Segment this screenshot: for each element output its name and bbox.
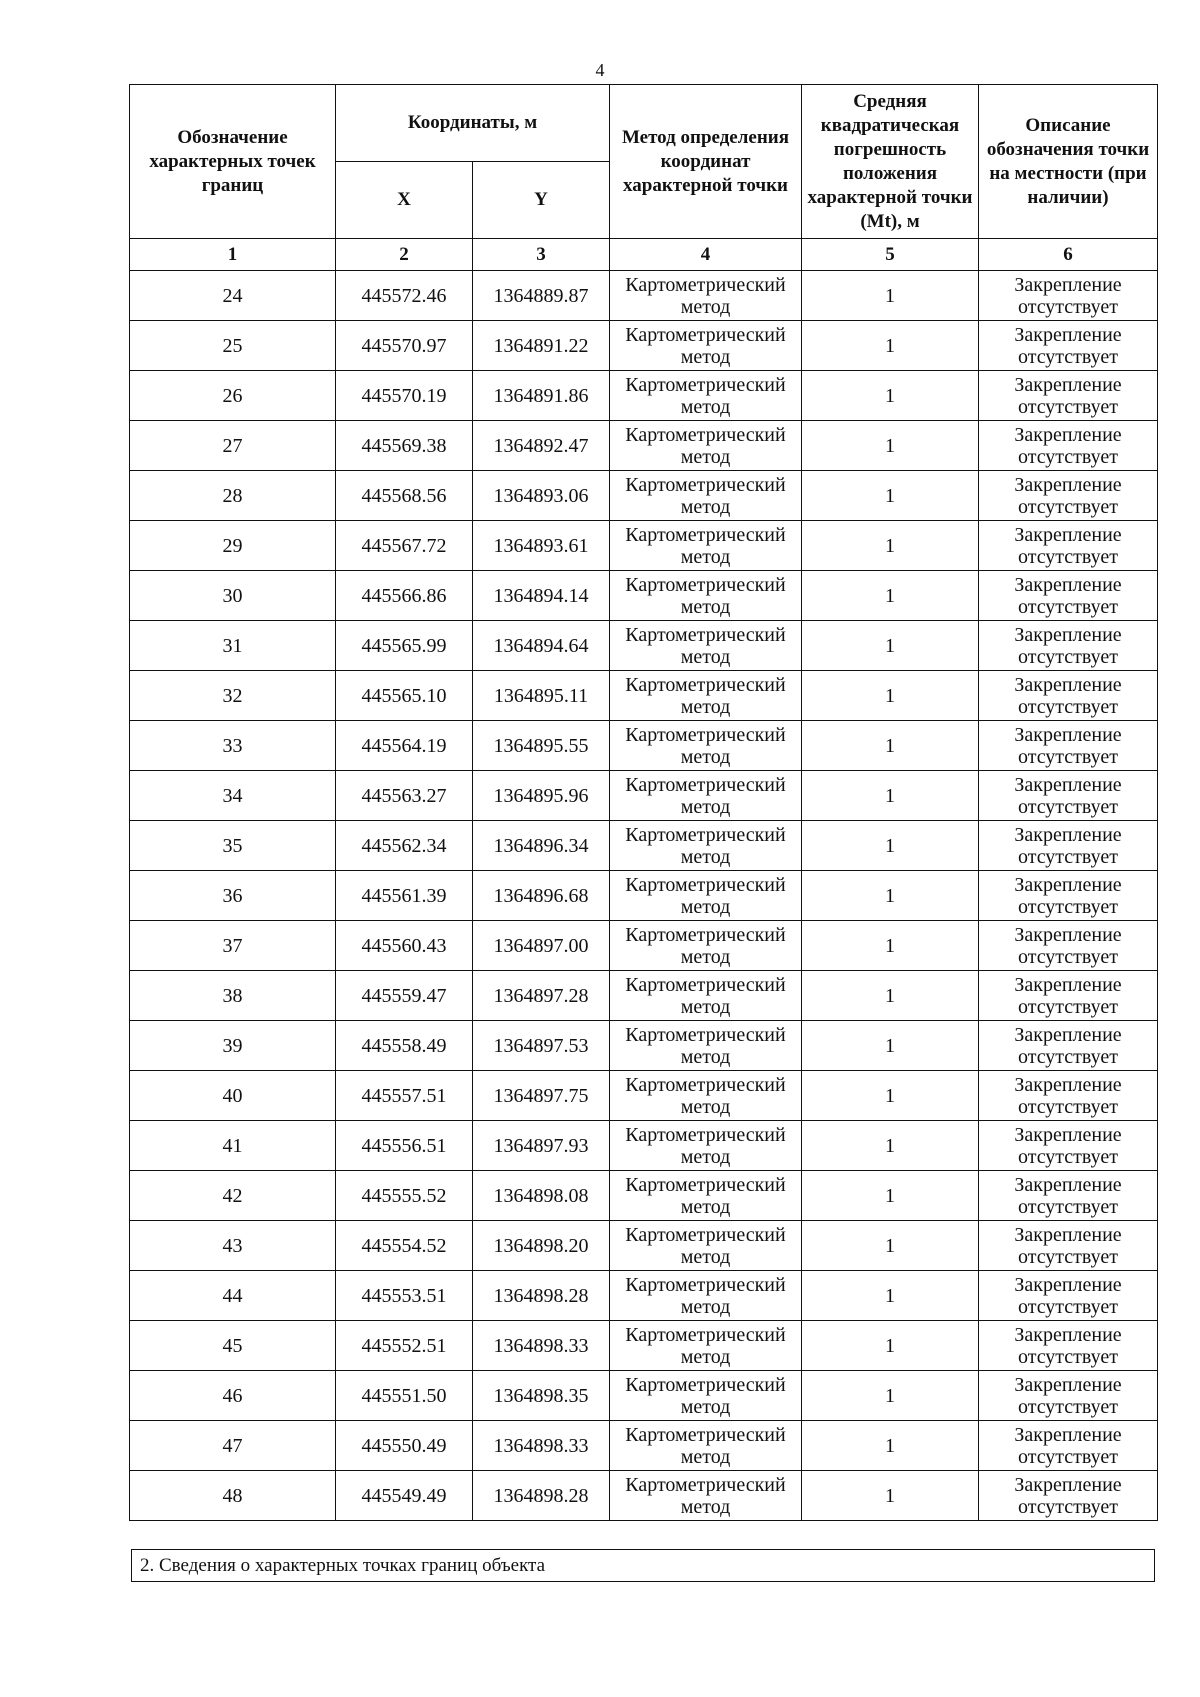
cell-x: 445572.46 — [336, 271, 473, 321]
cell-method: Картометрический метод — [610, 321, 802, 371]
cell-description: Закрепление отсутствует — [979, 971, 1158, 1021]
cell-x: 445567.72 — [336, 521, 473, 571]
cell-method: Картометрический метод — [610, 971, 802, 1021]
boundary-points-table — [129, 84, 1158, 1521]
cell-x: 445555.52 — [336, 1171, 473, 1221]
cell-description: Закрепление отсутствует — [979, 1471, 1158, 1521]
cell-method: Картометрический метод — [610, 1421, 802, 1471]
cell-x: 445552.51 — [336, 1321, 473, 1371]
cell-mt: 1 — [802, 1471, 979, 1521]
header-point-designation: Обозначение характерных точек границ — [130, 85, 336, 239]
cell-y: 1364898.33 — [473, 1321, 610, 1371]
cell-description: Закрепление отсутствует — [979, 1371, 1158, 1421]
cell-description: Закрепление отсутствует — [979, 471, 1158, 521]
cell-x: 445557.51 — [336, 1071, 473, 1121]
cell-method: Картометрический метод — [610, 1071, 802, 1121]
table-row — [130, 1121, 1158, 1171]
cell-x: 445566.86 — [336, 571, 473, 621]
cell-description: Закрепление отсутствует — [979, 721, 1158, 771]
table-row — [130, 1321, 1158, 1371]
cell-description: Закрепление отсутствует — [979, 371, 1158, 421]
table-row — [130, 521, 1158, 571]
cell-y: 1364898.35 — [473, 1371, 610, 1421]
table-row — [130, 1021, 1158, 1071]
cell-x: 445560.43 — [336, 921, 473, 971]
cell-y: 1364897.93 — [473, 1121, 610, 1171]
cell-mt: 1 — [802, 421, 979, 471]
cell-x: 445551.50 — [336, 1371, 473, 1421]
cell-method: Картометрический метод — [610, 1321, 802, 1371]
cell-y: 1364889.87 — [473, 271, 610, 321]
table-row — [130, 421, 1158, 471]
cell-description: Закрепление отсутствует — [979, 1421, 1158, 1471]
cell-mt: 1 — [802, 1371, 979, 1421]
cell-point: 36 — [130, 871, 336, 921]
cell-description: Закрепление отсутствует — [979, 621, 1158, 671]
cell-method: Картометрический метод — [610, 1121, 802, 1171]
cell-mt: 1 — [802, 1271, 979, 1321]
cell-y: 1364897.53 — [473, 1021, 610, 1071]
cell-point: 24 — [130, 271, 336, 321]
cell-point: 48 — [130, 1471, 336, 1521]
cell-method: Картометрический метод — [610, 871, 802, 921]
cell-method: Картометрический метод — [610, 1021, 802, 1071]
cell-description: Закрепление отсутствует — [979, 1121, 1158, 1171]
section-title: 2. Сведения о характерных точках границ объекта — [131, 1549, 1155, 1582]
cell-y: 1364896.34 — [473, 821, 610, 871]
table-row — [130, 921, 1158, 971]
cell-description: Закрепление отсутствует — [979, 1021, 1158, 1071]
cell-point: 33 — [130, 721, 336, 771]
column-number: 5 — [802, 239, 979, 271]
header-x: X — [336, 162, 473, 239]
cell-x: 445570.97 — [336, 321, 473, 371]
cell-y: 1364898.08 — [473, 1171, 610, 1221]
cell-mt: 1 — [802, 271, 979, 321]
cell-mt: 1 — [802, 471, 979, 521]
header-y: Y — [473, 162, 610, 239]
table-row — [130, 1221, 1158, 1271]
cell-point: 45 — [130, 1321, 336, 1371]
table-row — [130, 721, 1158, 771]
header-description: Описание обозначения точки на местности (при наличии) — [979, 85, 1158, 239]
cell-y: 1364897.75 — [473, 1071, 610, 1121]
cell-point: 43 — [130, 1221, 336, 1271]
cell-y: 1364897.28 — [473, 971, 610, 1021]
table-row — [130, 671, 1158, 721]
cell-method: Картометрический метод — [610, 1371, 802, 1421]
cell-description: Закрепление отсутствует — [979, 1071, 1158, 1121]
cell-point: 37 — [130, 921, 336, 971]
cell-point: 34 — [130, 771, 336, 821]
cell-point: 46 — [130, 1371, 336, 1421]
cell-point: 47 — [130, 1421, 336, 1471]
cell-x: 445565.10 — [336, 671, 473, 721]
cell-point: 25 — [130, 321, 336, 371]
cell-mt: 1 — [802, 571, 979, 621]
cell-y: 1364892.47 — [473, 421, 610, 471]
table-row — [130, 1371, 1158, 1421]
cell-mt: 1 — [802, 871, 979, 921]
cell-description: Закрепление отсутствует — [979, 771, 1158, 821]
table-row — [130, 971, 1158, 1021]
cell-mt: 1 — [802, 721, 979, 771]
cell-method: Картометрический метод — [610, 771, 802, 821]
cell-description: Закрепление отсутствует — [979, 821, 1158, 871]
cell-method: Картометрический метод — [610, 1471, 802, 1521]
cell-description: Закрепление отсутствует — [979, 671, 1158, 721]
cell-method: Картометрический метод — [610, 921, 802, 971]
header-coordinates: Координаты, м — [336, 85, 610, 162]
column-number-row — [130, 239, 1158, 271]
table-row — [130, 1271, 1158, 1321]
column-number: 1 — [130, 239, 336, 271]
cell-mt: 1 — [802, 1171, 979, 1221]
cell-point: 41 — [130, 1121, 336, 1171]
cell-mt: 1 — [802, 1021, 979, 1071]
cell-point: 27 — [130, 421, 336, 471]
cell-description: Закрепление отсутствует — [979, 1321, 1158, 1371]
cell-point: 30 — [130, 571, 336, 621]
table-row — [130, 571, 1158, 621]
cell-y: 1364898.33 — [473, 1421, 610, 1471]
table-row — [130, 471, 1158, 521]
table-body — [130, 271, 1158, 1521]
column-number: 2 — [336, 239, 473, 271]
cell-point: 26 — [130, 371, 336, 421]
cell-point: 28 — [130, 471, 336, 521]
cell-x: 445563.27 — [336, 771, 473, 821]
cell-description: Закрепление отсутствует — [979, 1171, 1158, 1221]
cell-y: 1364895.11 — [473, 671, 610, 721]
table-row — [130, 271, 1158, 321]
cell-point: 31 — [130, 621, 336, 671]
cell-description: Закрепление отсутствует — [979, 1221, 1158, 1271]
cell-point: 40 — [130, 1071, 336, 1121]
cell-x: 445553.51 — [336, 1271, 473, 1321]
cell-x: 445556.51 — [336, 1121, 473, 1171]
cell-mt: 1 — [802, 1421, 979, 1471]
table-row — [130, 771, 1158, 821]
header-method: Метод определения координат характерной точки — [610, 85, 802, 239]
cell-y: 1364894.64 — [473, 621, 610, 671]
table-row — [130, 371, 1158, 421]
cell-description: Закрепление отсутствует — [979, 421, 1158, 471]
cell-method: Картометрический метод — [610, 521, 802, 571]
table-row — [130, 621, 1158, 671]
cell-method: Картометрический метод — [610, 1171, 802, 1221]
table-row — [130, 321, 1158, 371]
column-number: 3 — [473, 239, 610, 271]
cell-x: 445554.52 — [336, 1221, 473, 1271]
cell-y: 1364895.55 — [473, 721, 610, 771]
cell-point: 39 — [130, 1021, 336, 1071]
cell-description: Закрепление отсутствует — [979, 1271, 1158, 1321]
cell-mt: 1 — [802, 821, 979, 871]
cell-method: Картометрический метод — [610, 271, 802, 321]
cell-y: 1364897.00 — [473, 921, 610, 971]
cell-y: 1364898.28 — [473, 1271, 610, 1321]
cell-point: 35 — [130, 821, 336, 871]
cell-method: Картометрический метод — [610, 421, 802, 471]
cell-method: Картометрический метод — [610, 1221, 802, 1271]
cell-point: 42 — [130, 1171, 336, 1221]
cell-y: 1364898.20 — [473, 1221, 610, 1271]
cell-y: 1364891.86 — [473, 371, 610, 421]
cell-method: Картометрический метод — [610, 1271, 802, 1321]
cell-mt: 1 — [802, 1121, 979, 1171]
page-number: 4 — [595, 60, 605, 80]
cell-point: 38 — [130, 971, 336, 1021]
column-number: 6 — [979, 239, 1158, 271]
cell-y: 1364893.61 — [473, 521, 610, 571]
cell-description: Закрепление отсутствует — [979, 271, 1158, 321]
table-row — [130, 1071, 1158, 1121]
cell-method: Картометрический метод — [610, 371, 802, 421]
cell-description: Закрепление отсутствует — [979, 921, 1158, 971]
table-row — [130, 1171, 1158, 1221]
header-accuracy: Средняя квадратическая погрешность положения характерной точки (Mt), м — [802, 85, 979, 239]
cell-y: 1364891.22 — [473, 321, 610, 371]
cell-mt: 1 — [802, 1221, 979, 1271]
cell-mt: 1 — [802, 1321, 979, 1371]
cell-x: 445561.39 — [336, 871, 473, 921]
cell-mt: 1 — [802, 971, 979, 1021]
cell-mt: 1 — [802, 1071, 979, 1121]
cell-x: 445559.47 — [336, 971, 473, 1021]
cell-y: 1364898.28 — [473, 1471, 610, 1521]
table-row — [130, 871, 1158, 921]
cell-description: Закрепление отсутствует — [979, 321, 1158, 371]
cell-y: 1364893.06 — [473, 471, 610, 521]
cell-point: 44 — [130, 1271, 336, 1321]
cell-method: Картометрический метод — [610, 721, 802, 771]
cell-mt: 1 — [802, 671, 979, 721]
cell-x: 445570.19 — [336, 371, 473, 421]
cell-x: 445562.34 — [336, 821, 473, 871]
cell-mt: 1 — [802, 621, 979, 671]
cell-mt: 1 — [802, 771, 979, 821]
cell-description: Закрепление отсутствует — [979, 521, 1158, 571]
cell-mt: 1 — [802, 371, 979, 421]
cell-x: 445568.56 — [336, 471, 473, 521]
table-row — [130, 1471, 1158, 1521]
table-row — [130, 1421, 1158, 1471]
cell-y: 1364894.14 — [473, 571, 610, 621]
cell-mt: 1 — [802, 921, 979, 971]
cell-x: 445569.38 — [336, 421, 473, 471]
cell-x: 445550.49 — [336, 1421, 473, 1471]
cell-x: 445564.19 — [336, 721, 473, 771]
table-row — [130, 821, 1158, 871]
cell-method: Картометрический метод — [610, 621, 802, 671]
cell-x: 445558.49 — [336, 1021, 473, 1071]
cell-method: Картометрический метод — [610, 821, 802, 871]
cell-y: 1364895.96 — [473, 771, 610, 821]
cell-x: 445549.49 — [336, 1471, 473, 1521]
cell-description: Закрепление отсутствует — [979, 871, 1158, 921]
cell-point: 32 — [130, 671, 336, 721]
cell-mt: 1 — [802, 521, 979, 571]
cell-point: 29 — [130, 521, 336, 571]
cell-method: Картометрический метод — [610, 471, 802, 521]
cell-x: 445565.99 — [336, 621, 473, 671]
cell-y: 1364896.68 — [473, 871, 610, 921]
cell-description: Закрепление отсутствует — [979, 571, 1158, 621]
column-number: 4 — [610, 239, 802, 271]
cell-mt: 1 — [802, 321, 979, 371]
cell-method: Картометрический метод — [610, 571, 802, 621]
cell-method: Картометрический метод — [610, 671, 802, 721]
